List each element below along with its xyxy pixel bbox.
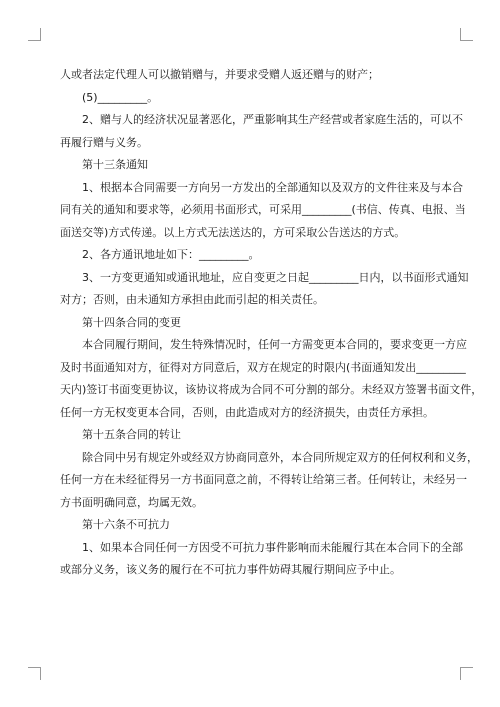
paragraph-line: 同有关的通知和要求等，必须用书面形式，可采用_________(书信、传真、电报、当 xyxy=(60,203,466,216)
section-heading-article-15: 第十五条合同的转让 xyxy=(82,428,181,441)
paragraph-line: 或部分义务，该义务的履行在不可抗力事件妨碍其履行期间应予中止。 xyxy=(60,563,401,576)
crop-mark-bottom-left xyxy=(28,667,41,680)
paragraph-line: 任何一方在未经征得另一方书面同意之前，不得转让给第三者。任何转让，未经另一 xyxy=(60,473,467,486)
paragraph-line: 面送交等)方式传递。以上方式无法送达的，方可采取公告送达的方式。 xyxy=(60,225,406,239)
paragraph-line: 人或者法定代理人可以撤销赠与，并要求受赠人返还赠与的财产； xyxy=(60,68,379,81)
paragraph-line: 1、如果本合同任何一方因受不可抗力事件影响而未能履行其在本合同下的全部 xyxy=(82,540,463,554)
paragraph-line: 方书面明确同意，均属无效。 xyxy=(60,495,203,509)
paragraph-line: 再履行赠与义务。 xyxy=(60,135,148,149)
document-body xyxy=(60,64,483,582)
paragraph-line: 本合同履行期间，发生特殊情况时，任何一方需变更本合同的，要求变更一方应 xyxy=(82,338,467,351)
paragraph-line: 对方；否则，由未通知方承担由此而引起的相关责任。 xyxy=(60,293,324,306)
paragraph-line: 天内)签订书面变更协议，该协议将成为合同不可分割的部分。未经双方签署书面文件， xyxy=(60,383,483,396)
paragraph-line: 1、根据本合同需要一方向另一方发出的全部通知以及双方的文件往来及与本合 xyxy=(82,180,463,194)
paragraph-line: 及时书面通知对方，征得对方同意后，双方在规定的时限内(书面通知发出_________ xyxy=(60,360,466,374)
paragraph-line: 2、各方通讯地址如下：_________。 xyxy=(82,248,260,261)
paragraph-line: 2、赠与人的经济状况显著恶化，严重影响其生产经营或者家庭生活的，可以不 xyxy=(82,113,463,126)
crop-mark-bottom-right xyxy=(460,667,473,680)
section-heading-article-13: 第十三条通知 xyxy=(82,158,148,171)
paragraph-line: 3、一方变更通知或通讯地址，应自变更之日起_________日内，以书面形式通知 xyxy=(82,270,469,284)
section-heading-article-16: 第十六条不可抗力 xyxy=(82,518,170,531)
section-heading-article-14: 第十四条合同的变更 xyxy=(82,315,181,329)
paragraph-line: (5)_________。 xyxy=(82,90,159,104)
paragraph-line: 除合同中另有规定外或经双方协商同意外，本合同所规定双方的任何权利和义务， xyxy=(82,450,478,464)
paragraph-line: 任何一方无权变更本合同，否则，由此造成对方的经济损失，由责任方承担。 xyxy=(60,405,434,419)
crop-mark-top-left xyxy=(28,28,41,41)
crop-mark-top-right xyxy=(460,28,473,41)
